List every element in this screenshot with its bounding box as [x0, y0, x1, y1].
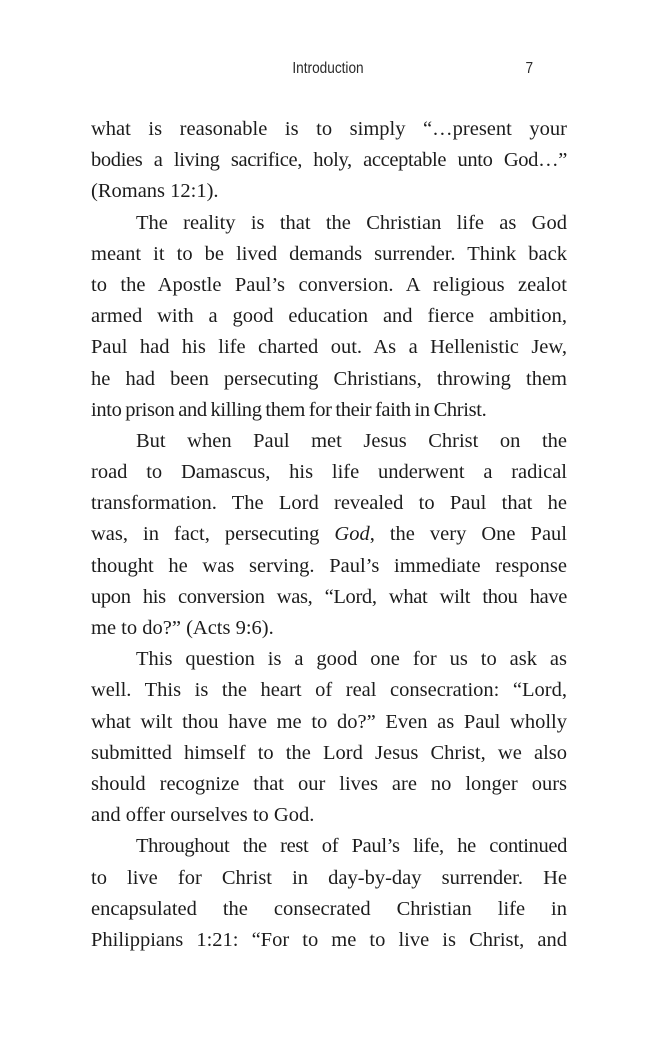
running-head: Introduction: [292, 60, 364, 77]
paragraph: [91, 644, 567, 831]
text-line: me to do?” (Acts 9:6).: [91, 617, 274, 639]
paragraph: [91, 831, 567, 956]
page-header: [39, 58, 616, 80]
page-number: 7: [525, 60, 534, 77]
text-line: into prison and killing them for their faith in Christ.: [91, 398, 487, 421]
text-line: But when Paul met Jesus Christ on the: [136, 429, 567, 452]
text-line: encapsulated the consecrated Christian life in: [91, 897, 567, 920]
text-line: thought he was serving. Paul’s immediate response: [91, 554, 567, 577]
text-line: bodies a living sacrifice, holy, acceptable unto God…”: [91, 149, 567, 172]
text-line: and offer ourselves to God.: [91, 804, 315, 827]
text-line: Philippians 1:21: “For to me to live is Christ, and: [91, 928, 567, 951]
text-line: The reality is that the Christian life as God: [136, 211, 567, 234]
text-line: should recognize that our lives are no longer ours: [91, 772, 567, 795]
text-line: transformation. The Lord revealed to Paul that he: [91, 492, 567, 515]
text-line: road to Damascus, his life underwent a radical: [91, 461, 567, 484]
text-line: (Romans 12:1).: [91, 180, 219, 203]
paragraph: [91, 426, 567, 644]
emphasized-word: God: [334, 523, 370, 546]
text-line: what is reasonable is to simply “…present your: [91, 118, 567, 140]
body-text: [91, 114, 567, 956]
text-line: Paul had his life charted out. As a Hellenistic Jew,: [91, 336, 567, 359]
text-line: what wilt thou have me to do?” Even as Paul wholly: [91, 710, 567, 733]
paragraph: [91, 208, 567, 426]
text-line: meant it to be lived demands surrender. Think back: [91, 242, 567, 265]
text-line: to live for Christ in day-by-day surrender. He: [91, 866, 567, 889]
text-line: to the Apostle Paul’s conversion. A religious zealot: [91, 273, 567, 296]
paragraph: [91, 114, 567, 208]
text-line: he had been persecuting Christians, throwing them: [91, 367, 567, 390]
text-line: well. This is the heart of real consecration: “Lord,: [91, 679, 567, 702]
text-line: submitted himself to the Lord Jesus Christ, we also: [91, 741, 567, 764]
text-line: This question is a good one for us to ask as: [136, 648, 567, 671]
text-line: armed with a good education and fierce ambition,: [91, 305, 567, 328]
text-segment: was, in fact, persecuting: [91, 523, 335, 546]
text-segment: , the very One Paul: [369, 523, 567, 546]
text-line: Throughout the rest of Paul’s life, he continued: [136, 835, 567, 858]
text-line: [91, 519, 567, 550]
text-line: upon his conversion was, “Lord, what wilt thou have: [91, 585, 567, 608]
